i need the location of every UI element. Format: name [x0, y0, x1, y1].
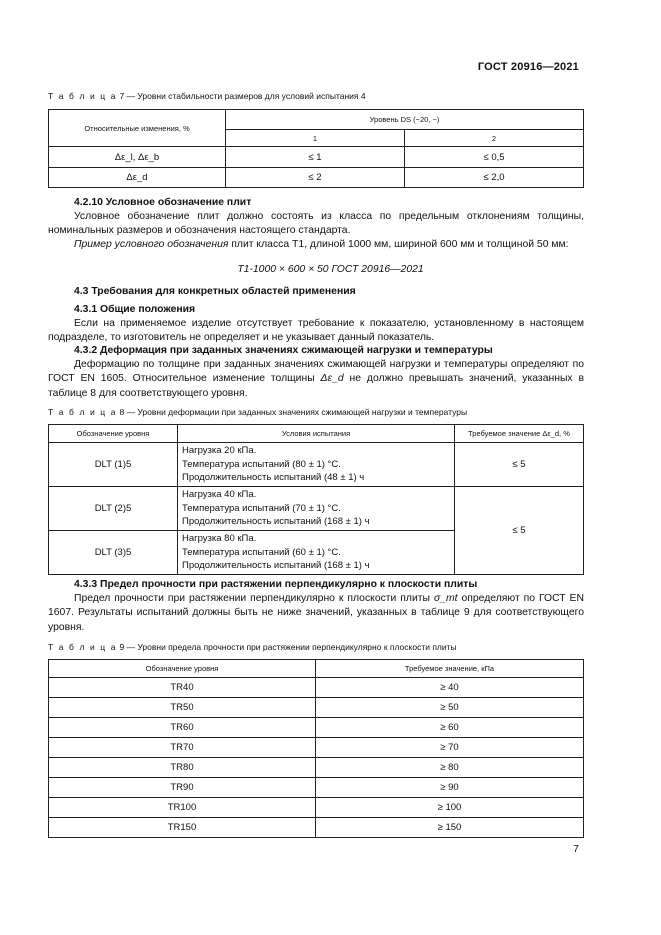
table9-level: TR70: [49, 738, 316, 758]
table8: [48, 424, 584, 575]
table-row: [49, 738, 584, 758]
page-number: 7: [573, 843, 579, 855]
table8-row1-value: ≤ 5: [455, 443, 584, 487]
example-text: плит класса Т1, длиной 1000 мм, шириной 600 мм и толщиной 50 мм:: [231, 239, 569, 250]
table7-subheader-2: 2: [405, 130, 584, 147]
table8-header-conditions: Условия испытания: [178, 425, 455, 443]
designation-example: Т1-1000 × 600 × 50 ГОСТ 20916—2021: [237, 264, 424, 275]
table8-row2-level: DLT (2)5: [49, 487, 178, 531]
table9-level: TR150: [49, 818, 316, 838]
table7-subheader-1: 1: [226, 130, 405, 147]
section-4-3-1-heading: 4.3.1 Общие положения: [74, 304, 196, 315]
section-4-2-10-heading: 4.2.10 Условное обозначение плит: [74, 197, 252, 208]
condition-line: Температура испытаний (80 ± 1) °С.: [182, 458, 341, 470]
section-4-3-3-heading: 4.3.3 Предел прочности при растяжении перпендикулярно к плоскости плиты: [74, 579, 478, 590]
table7-row2-value2: ≤ 2,0: [405, 168, 584, 188]
table8-caption: [48, 407, 467, 417]
sigma-mt-symbol: σ_mt: [433, 593, 458, 604]
table9: [48, 659, 584, 838]
table7-row1-value2: ≤ 0,5: [405, 147, 584, 168]
table7-caption-text: 7 — Уровни стабильности размеров для условий испытания 4: [119, 91, 366, 101]
table9-value: ≥ 90: [316, 778, 584, 798]
table9-value: ≥ 40: [316, 678, 584, 698]
section-4-3-2-text-a: Деформацию по толщине при заданных значениях сжимающей нагрузки и температуры определяют по ГОСТ EN 1605. Относительное изменение толщины: [48, 359, 584, 385]
table9-level: TR90: [49, 778, 316, 798]
table8-row1-level: DLT (1)5: [49, 443, 178, 487]
table7-row2-label: Δε_d: [49, 168, 226, 188]
table7-caption: [48, 91, 366, 101]
table9-header-value: Требуемое значение, кПа: [316, 660, 584, 678]
standard-header: ГОСТ 20916—2021: [477, 61, 579, 73]
table9-value: ≥ 150: [316, 818, 584, 838]
section-4-2-10-paragraph: Условное обозначение плит должно состоять из класса по предельным отклонениям толщины, номинальных размеров и обозначения настоящего стандарта.: [48, 211, 584, 237]
table9-value: ≥ 70: [316, 738, 584, 758]
condition-line: Нагрузка 20 кПа.: [182, 445, 257, 457]
condition-line: Продолжительность испытаний (48 ± 1) ч: [182, 472, 365, 484]
table-row: [49, 443, 584, 487]
section-4-3-3-paragraph: [48, 592, 584, 635]
table8-header-level: Обозначение уровня: [49, 425, 178, 443]
condition-line: Температура испытаний (60 ± 1) °С.: [182, 546, 341, 558]
section-4-3-3-text-b: определяют по ГОСТ EN 1607. Результаты испытаний должны быть не ниже значений, указанных в таблице 9 для соответствующего уровня.: [48, 593, 584, 633]
condition-line: Продолжительность испытаний (168 ± 1) ч: [182, 560, 370, 572]
table8-row2-3-value: ≤ 5: [455, 487, 584, 575]
example-label: Пример условного обозначения: [74, 239, 229, 250]
table7-row1-value1: ≤ 1: [226, 147, 405, 168]
table7-group-header: Уровень DS (−20, −): [226, 110, 584, 130]
table9-caption: [48, 642, 457, 652]
table-row: [49, 818, 584, 838]
table-row: [49, 798, 584, 818]
condition-line: Нагрузка 80 кПа.: [182, 533, 257, 545]
table8-row3-conditions: [178, 531, 455, 575]
condition-line: Нагрузка 40 кПа.: [182, 489, 257, 501]
section-4-3-2-heading: 4.3.2 Деформация при заданных значениях сжимающей нагрузки и температуры: [74, 345, 493, 356]
table-row: [49, 487, 584, 531]
table8-caption-prefix: Т а б л и ц а: [48, 407, 118, 417]
section-4-3-heading: 4.3 Требования для конкретных областей применения: [74, 286, 356, 297]
table9-level: TR50: [49, 698, 316, 718]
section-4-3-1-paragraph: Если на применяемое изделие отсутствует требование к показателю, установленному в настоящем подразделе, то изготовитель не определяет и не указывает данный показатель.: [48, 318, 584, 344]
table7-row1-label: Δε_l, Δε_b: [49, 147, 226, 168]
table-row: [49, 718, 584, 738]
table-row: [49, 678, 584, 698]
table8-header-value: Требуемое значение Δε_d, %: [455, 425, 584, 443]
table7-col1-header: Относительные изменения, %: [49, 110, 226, 147]
table8-row2-conditions: [178, 487, 455, 531]
delta-epsilon-d-symbol: Δε_d: [320, 373, 344, 385]
table-row: [49, 147, 584, 168]
table9-value: ≥ 80: [316, 758, 584, 778]
table8-caption-text: 8 — Уровни деформации при заданных значениях сжимающей нагрузки и температуры: [119, 407, 468, 417]
section-4-3-2-text-b: не должно превышать значений, указанных в таблице 8 для соответствующего уровня.: [48, 373, 584, 399]
table8-row1-conditions: [178, 443, 455, 487]
example-paragraph: [48, 238, 584, 252]
table-row: [49, 698, 584, 718]
table9-value: ≥ 60: [316, 718, 584, 738]
table-row: [49, 778, 584, 798]
table-row: [49, 168, 584, 188]
condition-line: Продолжительность испытаний (168 ± 1) ч: [182, 516, 370, 528]
table-row: [49, 758, 584, 778]
table8-row3-level: DLT (3)5: [49, 531, 178, 575]
section-4-3-3-text-a: Предел прочности при растяжении перпендикулярно к плоскости плиты: [74, 593, 431, 604]
table7-row2-value1: ≤ 2: [226, 168, 405, 188]
table9-header-level: Обозначение уровня: [49, 660, 316, 678]
table7-caption-prefix: Т а б л и ц а: [48, 91, 118, 101]
table9-level: TR40: [49, 678, 316, 698]
table9-caption-text: 9 — Уровни предела прочности при растяжении перпендикулярно к плоскости плиты: [119, 642, 457, 652]
table9-level: TR60: [49, 718, 316, 738]
table9-level: TR80: [49, 758, 316, 778]
table9-value: ≥ 50: [316, 698, 584, 718]
table9-caption-prefix: Т а б л и ц а: [48, 642, 118, 652]
table7: [48, 109, 584, 188]
section-4-3-2-paragraph: [48, 358, 584, 401]
condition-line: Температура испытаний (70 ± 1) °С.: [182, 502, 341, 514]
table9-value: ≥ 100: [316, 798, 584, 818]
table9-level: TR100: [49, 798, 316, 818]
